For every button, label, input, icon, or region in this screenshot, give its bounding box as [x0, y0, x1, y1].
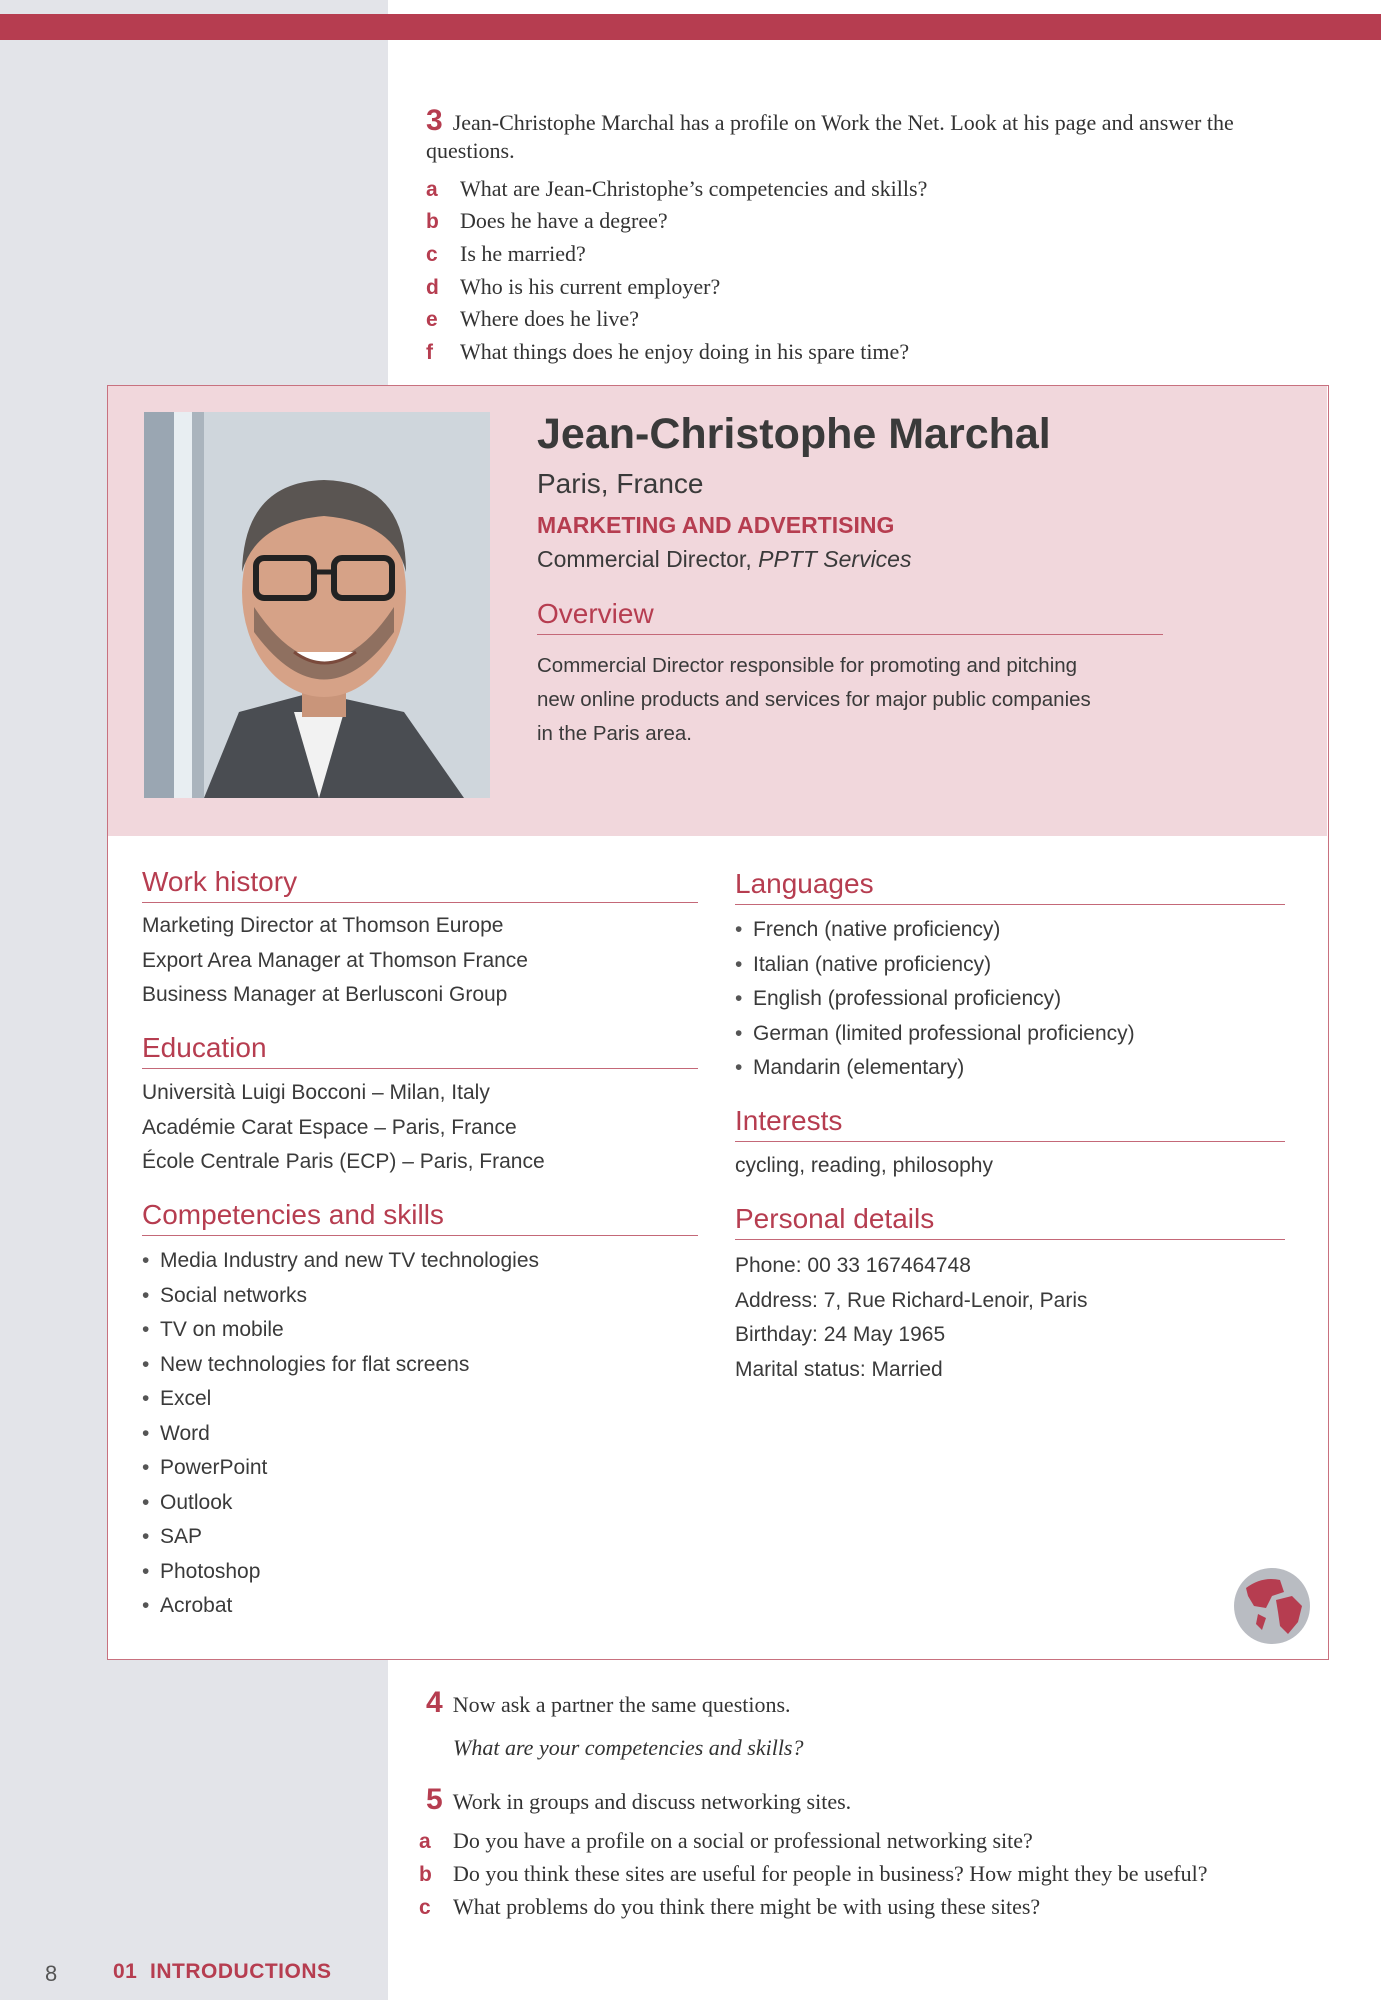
exercise-3-prompt [426, 104, 1326, 164]
work-history-heading: Work history [142, 866, 698, 903]
skills-list [142, 1244, 539, 1624]
list-item: • New technologies for flat screens [142, 1348, 539, 1383]
question-f: f What things does he enjoy doing in his spare time? [426, 339, 910, 364]
question-a: a What are Jean-Christophe’s competencies and skills? [426, 176, 928, 201]
education-heading: Education [142, 1032, 698, 1069]
list-item: • English (professional proficiency) [735, 982, 1135, 1017]
list-item: • PowerPoint [142, 1451, 539, 1486]
question-b: b Do you think these sites are useful for people in business? How might they be useful? [419, 1861, 1208, 1886]
exercise-number: 5 [426, 1783, 443, 1816]
question-a: a Do you have a profile on a social or professional networking site? [419, 1828, 1033, 1853]
question-e: e Where does he live? [426, 306, 639, 331]
personal-details-heading: Personal details [735, 1203, 1285, 1240]
list-item: Export Area Manager at Thomson France [142, 948, 528, 972]
question-c: c Is he married? [426, 241, 586, 266]
list-item: Marital status: Married [735, 1357, 943, 1381]
question-c: c What problems do you think there might be with using these sites? [419, 1894, 1041, 1919]
overview-text: Commercial Director responsible for promoting and pitching new online products and services for major public companies in the Paris area. [537, 654, 1091, 745]
page-number: 8 [45, 1961, 58, 1986]
list-item: • SAP [142, 1520, 539, 1555]
interests-heading: Interests [735, 1105, 1285, 1142]
profile-role: Commercial Director, PPTT Services [537, 546, 912, 572]
list-item: École Centrale Paris (ECP) – Paris, France [142, 1150, 545, 1173]
languages-heading: Languages [735, 868, 1285, 905]
exercise-number: 4 [426, 1686, 443, 1719]
list-item: Università Luigi Bocconi – Milan, Italy [142, 1081, 490, 1104]
exercise-4-example: What are your competencies and skills? [453, 1735, 804, 1760]
question-b: b Does he have a degree? [426, 208, 668, 233]
work-history-list [142, 909, 528, 1013]
list-item: • Media Industry and new TV technologies [142, 1244, 539, 1279]
unit-label: 01 INTRODUCTIONS [113, 1960, 332, 1983]
exercise-text: Work in groups and discuss networking sites. [452, 1789, 852, 1814]
exercise-text: Now ask a partner the same questions. [452, 1692, 791, 1717]
overview-heading: Overview [537, 598, 1163, 635]
globe-icon [1232, 1566, 1312, 1646]
list-item: • Photoshop [142, 1555, 539, 1590]
list-item: • Italian (native proficiency) [735, 948, 1135, 983]
top-accent-bar [0, 14, 1381, 40]
list-item: • Outlook [142, 1486, 539, 1521]
profile-location: Paris, France [537, 468, 704, 499]
profile-header [108, 386, 1327, 836]
languages-list [735, 913, 1135, 1086]
list-item: • French (native proficiency) [735, 913, 1135, 948]
exercise-text: Jean-Christophe Marchal has a profile on Work the Net. Look at his page and answer the questions. [426, 110, 1234, 163]
personal-details-list [735, 1249, 1088, 1387]
list-item: • Word [142, 1417, 539, 1452]
education-list [142, 1076, 545, 1180]
interests-text: cycling, reading, philosophy [735, 1154, 993, 1177]
list-item: • Mandarin (elementary) [735, 1051, 1135, 1086]
profile-employer: PPTT Services [758, 546, 912, 572]
list-item: Business Manager at Berlusconi Group [142, 983, 508, 1006]
exercise-number: 3 [426, 104, 443, 137]
list-item: • TV on mobile [142, 1313, 539, 1348]
profile-card [107, 385, 1329, 1660]
list-item: Phone: 00 33 167464748 [735, 1254, 971, 1277]
list-item: • Acrobat [142, 1589, 539, 1624]
list-item: • German (limited professional proficiency) [735, 1017, 1135, 1052]
exercise-4-prompt [426, 1686, 1326, 1720]
profile-name: Jean-Christophe Marchal [537, 410, 1051, 458]
list-item: • Excel [142, 1382, 539, 1417]
list-item: Birthday: 24 May 1965 [735, 1323, 946, 1346]
list-item: • Social networks [142, 1279, 539, 1314]
profile-industry: MARKETING AND ADVERTISING [537, 512, 895, 538]
profile-photo [144, 412, 490, 798]
list-item: Address: 7, Rue Richard-Lenoir, Paris [735, 1288, 1088, 1312]
skills-heading: Competencies and skills [142, 1199, 698, 1236]
list-item: Académie Carat Espace – Paris, France [142, 1115, 517, 1139]
list-item: Marketing Director at Thomson Europe [142, 914, 504, 937]
question-d: d Who is his current employer? [426, 274, 721, 299]
exercise-5-prompt [426, 1783, 1326, 1817]
